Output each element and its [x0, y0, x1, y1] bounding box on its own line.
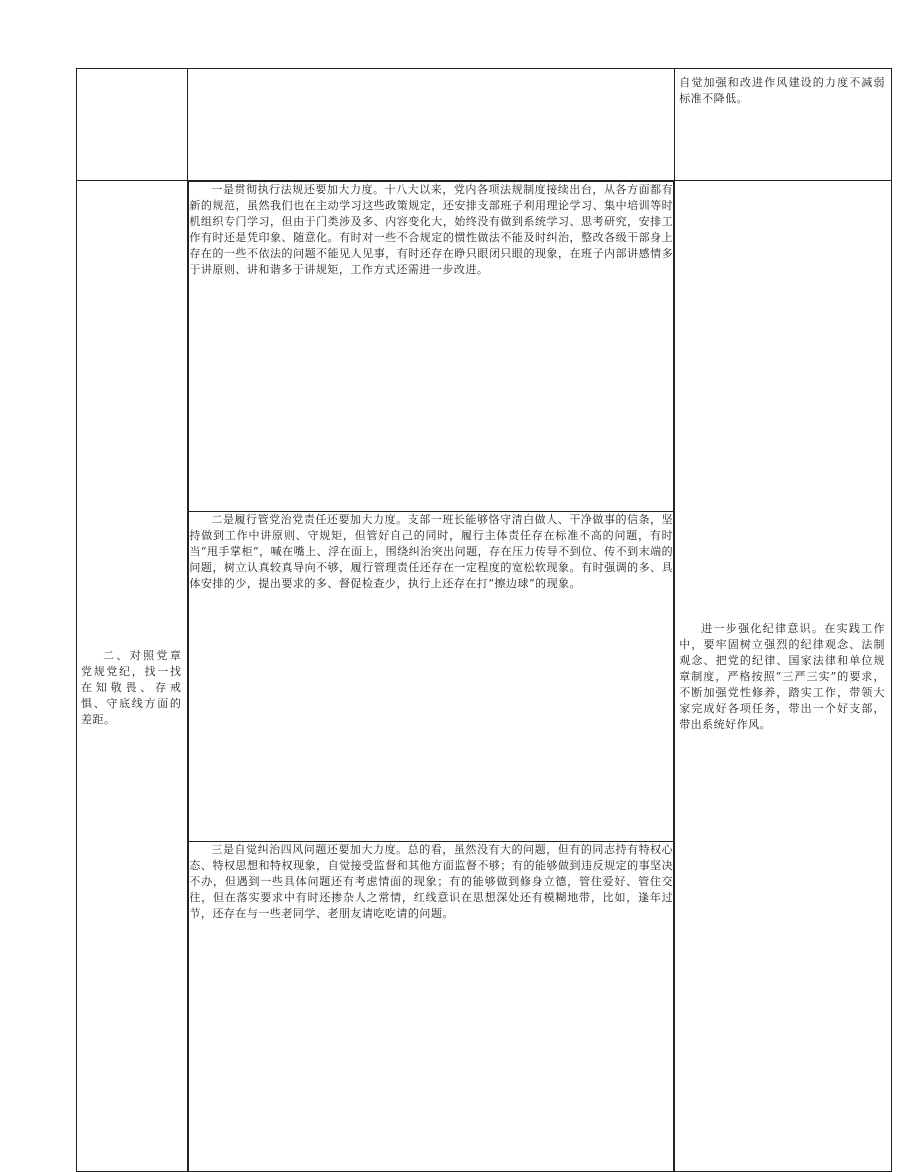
- list-item: [189, 512, 674, 842]
- table-cell-row2-col2: [188, 181, 675, 1172]
- table-cell-row1-col2: [188, 69, 675, 181]
- table-cell-row1-col3: [675, 69, 892, 181]
- rectification-text-continued: 自觉加强和改进作风建设的力度不减弱标准不降低。: [679, 76, 885, 105]
- table-cell-row1-col1: [77, 69, 188, 181]
- table-cell-row2-col1: [77, 181, 188, 1172]
- section-heading-text: 二、对照党章党规党纪，找一找在知敬畏、存戒惧、守底线方面的差距。: [81, 649, 182, 726]
- table-row: [77, 181, 892, 1172]
- self-assessment-table: [76, 68, 892, 1172]
- rectification-measure-text: 进一步强化纪律意识。在实践工作中，要牢固树立强烈的纪律观念、法制观念、把党的纪律、国家法律和单位规章制度，严格按照“三严三实”的要求，不断加强党性修养，踏实工作，带领大家完成好各项任务，带出一个好支部，带出系统好作风。: [679, 622, 885, 731]
- table-row: [77, 69, 892, 181]
- list-item: [189, 842, 674, 1172]
- problem-paragraph-1: 一是贯彻执行法规还要加大力度。十八大以来，党内各项法规制度接续出台，从各方面都有新的规范，虽然我们也在主动学习这些政策规定，还安排支部班子利用理论学习、集中培训等时机组织专门学习，但由于门类涉及多、内容变化大，始终没有做到系统学习、思考研究，安排工作有时还是凭印象、随意化。有时对一些不合规定的惯性做法不能及时纠治，整改各级干部身上存在的一些不依法的问题不能见人见事，有时还存在睁只眼闭只眼的现象，在班子内部讲感情多于讲原则、讲和谐多于讲规矩，工作方式还需进一步改进。: [189, 183, 674, 276]
- problem-paragraph-2: 二是履行管党治党责任还要加大力度。支部一班长能够恪守清白做人、干净做事的信条，坚持做到工作中讲原则、守规矩，但管好自己的同时，履行主体责任存在标准不高的问题，有时当“甩手掌柜”，喊在嘴上、浮在面上，围绕纠治突出问题，存在压力传导不到位、传不到末端的问题，树立认真较真导向不够，履行管理责任还存在一定程度的宽松软现象。有时强调的多、具体安排的少，提出要求的多、督促检查少，执行上还存在打“擦边球”的现象。: [189, 513, 674, 590]
- table-cell-row2-col3: [675, 181, 892, 1172]
- problem-list: [188, 181, 674, 1171]
- problem-paragraph-3: 三是自觉纠治四风问题还要加大力度。总的看，虽然没有大的问题，但有的同志持有特权心态、特权思想和特权现象，自觉接受监督和其他方面监督不够；有的能够做到违反规定的事坚决不办，但遇到一些具体问题还有考虑情面的现象；有的能够做到修身立德，管住爱好、管住交往，但在落实要求中有时还掺杂人之常情，红线意识在思想深处还有模糊地带，比如，逢年过节，还存在与一些老同学、老朋友请吃吃请的问题。: [189, 843, 674, 920]
- list-item: [189, 182, 674, 512]
